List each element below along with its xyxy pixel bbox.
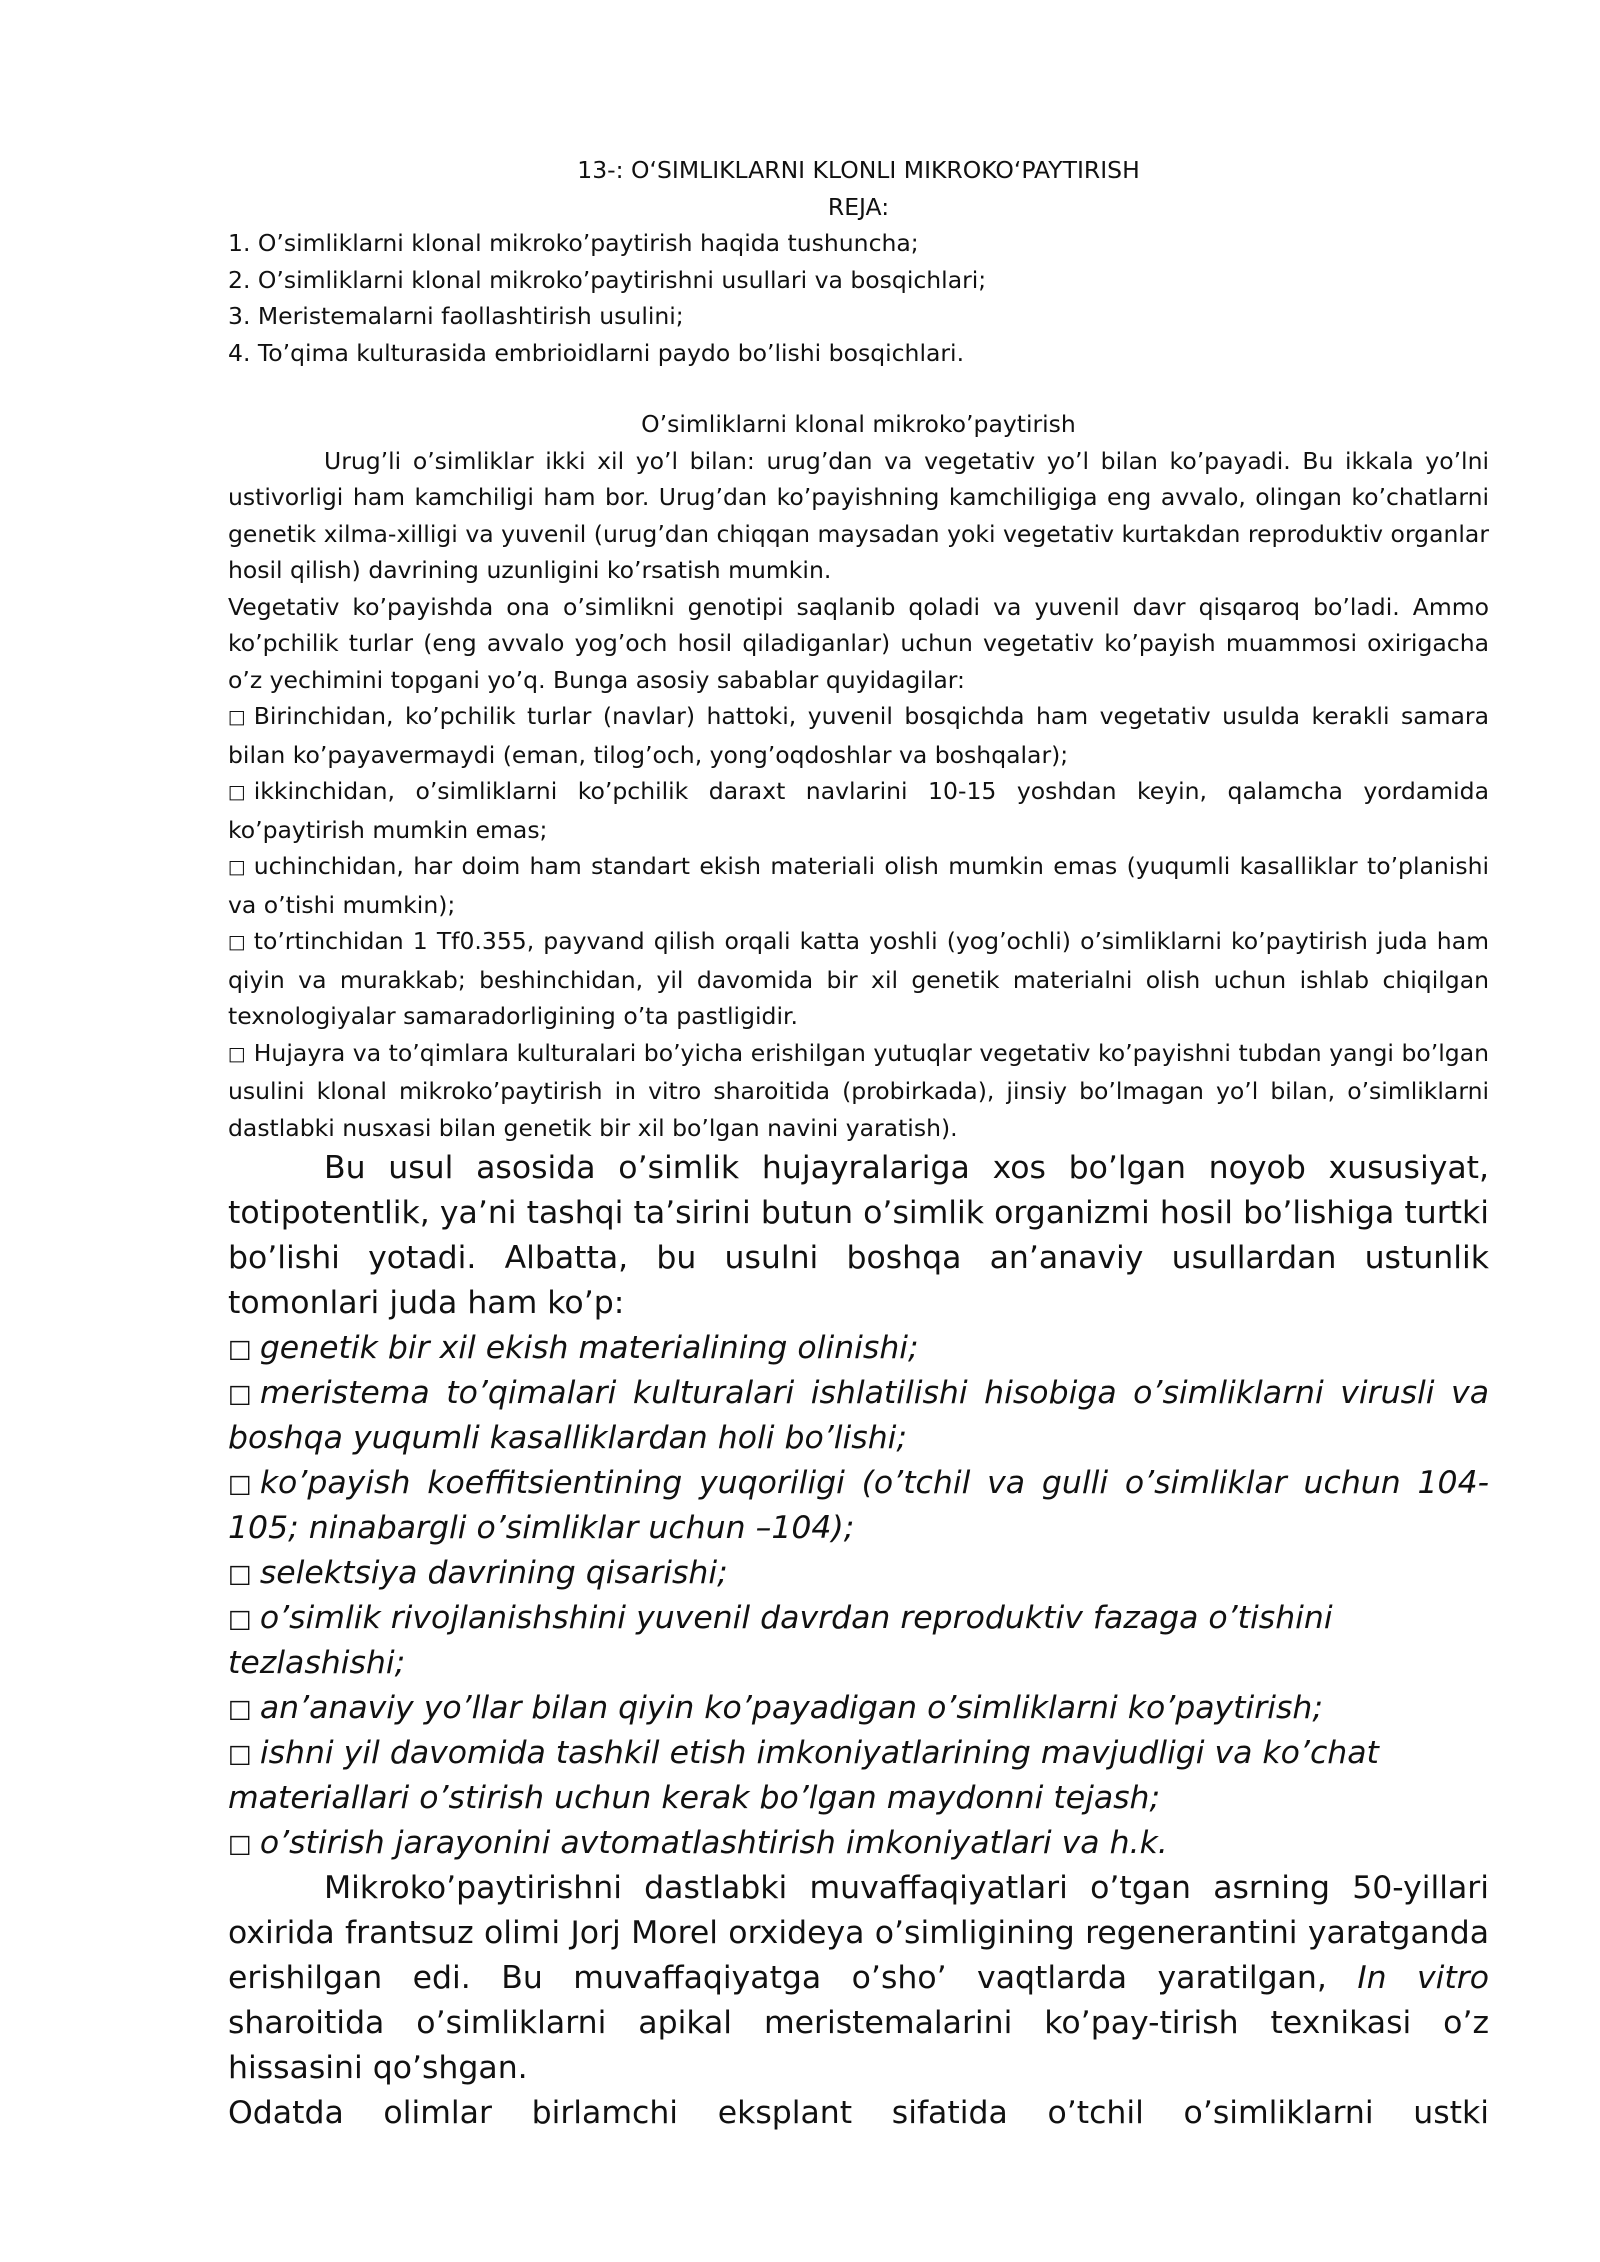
header-block	[228, 152, 1489, 371]
spacer	[228, 371, 1489, 406]
advantage-item: □ o’stirish jarayonini avtomatlashtirish imkoniyatlari va h.k.	[228, 1821, 1489, 1866]
plan-item: 4. To’qima kulturasida embrioidlarni paydo bo’lishi bosqichlari.	[228, 338, 965, 367]
reason-item: □ Birinchidan, ko’pchilik turlar (navlar) hattoki, yuvenil bosqichda ham vegetativ usulda kerakli samara bilan ko’payavermaydi (eman, tilog’och, yong’oqdoshlar va boshqalar);	[228, 698, 1489, 773]
paragraph-3: Bu usul asosida o’simlik hujayralariga xos bo’lgan noyob xususiyat, totipotentlik, ya’ni tashqi ta’sirini butun o’simlik organizmi hosil bo’lishiga turtki bo’lishi yotadi. Albatta, bu usulni boshqa an’anaviy usullardan ustunlik tomonlari juda ham ko’p:	[228, 1150, 1489, 1321]
reason-item: □ ikkinchidan, o’simliklarni ko’pchilik daraxt navlarini 10-15 yoshdan keyin, qalamcha yordamida ko’paytirish mumkin emas;	[228, 773, 1489, 848]
reason-item: □ to’rtinchidan 1 Tf0.355, payvand qilish orqali katta yoshli (yog’ochli) o’simliklarni ko’paytirish juda ham qiyin va murakkab; beshinchidan, yil davomida bir xil genetik materialni olish uchun ishlab chiqilgan texnologiyalar samaradorligining o’ta pastligidir.	[228, 923, 1489, 1035]
page-title: 13-: O‘SIMLIKLARNI KLONLI MIKROKO‘PAYTIRISH	[577, 156, 1140, 184]
section-small-text	[228, 406, 1489, 1146]
advantage-item: □ o’simlik rivojlanishshini yuvenil davrdan reproduktiv fazaga o’tishini	[228, 1596, 1489, 1641]
paragraph-4-last-line: Odatda olimlar birlamchi eksplant sifatida o’tchil o’simliklarni ustki	[228, 2095, 1489, 2131]
plan-item: 3. Meristemalarni faollashtirish usulini;	[228, 302, 684, 330]
paragraph-4-italic-term: In vitro	[1357, 1960, 1489, 1996]
plan-heading: REJA:	[827, 192, 890, 221]
advantage-item-continuation: tezlashishi;	[228, 1645, 406, 1681]
advantage-item: □ meristema to’qimalari kulturalari ishlatilishi hisobiga o’simliklarni virusli va boshqa yuqumli kasalliklardan holi bo’lishi;	[228, 1371, 1489, 1461]
paragraph-4-text: Mikroko’paytirishni dastlabki muvaffaqiyatlari o’tgan asrning 50-yillari oxirida frantsuz olimi Jorj Morel orxideya o’simligining regenerantini yaratganda erishilgan edi. Bu muvaffaqiyatga o’sho’ vaqtlarda yaratilgan,	[228, 1870, 1489, 1996]
advantage-item: □ an’anaviy yo’llar bilan qiyin ko’payadigan o’simliklarni ko’paytirish;	[228, 1686, 1489, 1731]
paragraph-4	[228, 1866, 1489, 2091]
section-large-text	[228, 1146, 1489, 2136]
advantage-item: □ ko’payish koeffitsientining yuqoriligi (o’tchil va gulli o’simliklar uchun 104-105; ninabargli o’simliklar uchun –104);	[228, 1461, 1489, 1551]
plan-item: 1. O’simliklarni klonal mikroko’paytirish haqida tushuncha;	[228, 229, 919, 257]
section-heading: O’simliklarni klonal mikroko’paytirish	[641, 410, 1076, 438]
advantage-item-continuation: materiallari o’stirish uchun kerak bo’lgan maydonni tejash;	[228, 1780, 1161, 1816]
reason-item: □ uchinchidan, har doim ham standart ekish materiali olish mumkin emas (yuqumli kasalliklar to’planishi va o’tishi mumkin);	[228, 848, 1489, 923]
plan-item: 2. O’simliklarni klonal mikroko’paytirishni usullari va bosqichlari;	[228, 265, 987, 294]
advantage-item: □ ishni yil davomida tashkil etish imkoniyatlarining mavjudligi va ko’chat	[228, 1731, 1489, 1776]
advantage-item: □ selektsiya davrining qisarishi;	[228, 1551, 1489, 1596]
advantage-item: □ genetik bir xil ekish materialining olinishi;	[228, 1326, 1489, 1371]
paragraph-4-text-continued: sharoitida o’simliklarni apikal meristemalarini ko’pay-tirish texnikasi o’z hissasini qo’shgan.	[228, 2005, 1489, 2086]
reason-item: □ Hujayra va to’qimlara kulturalari bo’yicha erishilgan yutuqlar vegetativ ko’payishni tubdan yangi bo’lgan usulini klonal mikroko’paytirish in vitro sharoitida (probirkada), jinsiy bo’lmagan yo’l bilan, o’simliklarni dastlabki nusxasi bilan genetik bir xil bo’lgan navini yaratish).	[228, 1035, 1489, 1147]
paragraph-2: Vegetativ ko’payishda ona o’simlikni genotipi saqlanib qoladi va yuvenil davr qisqaroq bo’ladi. Ammo ko’pchilik turlar (eng avvalo yog’och hosil qiladiganlar) uchun vegetativ ko’payish muammosi oxirigacha o’z yechimini topgani yo’q. Bunga asosiy sabablar quyidagilar:	[228, 592, 1489, 694]
paragraph-1: Urug’li o’simliklar ikki xil yo’l bilan: urug’dan va vegetativ yo’l bilan ko’payadi. Bu ikkala yo’lni ustivorligi ham kamchiligi ham bor. Urug’dan ko’payishning kamchiligiga eng avvalo, olingan ko’chatlarni genetik xilma-xilligi va yuvenil (urug’dan chiqqan maysadan yoki vegetativ kurtakdan reproduktiv organlar hosil qilish) davrining uzunligini ko’rsatish mumkin.	[228, 446, 1489, 584]
